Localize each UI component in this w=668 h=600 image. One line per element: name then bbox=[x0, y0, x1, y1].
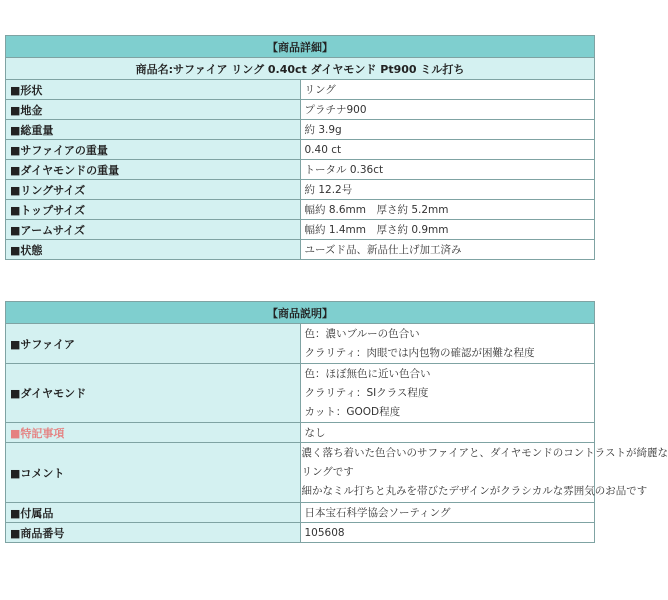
product-name: 商品名:サファイア リング 0.40ct ダイヤモンド Pt900 ミル打ち bbox=[6, 58, 595, 80]
arm-size-value: 幅約 1.4mm 厚さ約 0.9mm bbox=[300, 220, 595, 240]
diamond-weight-label: ■ダイヤモンドの重量 bbox=[6, 160, 301, 180]
diamond-weight-value: トータル 0.36ct bbox=[300, 160, 595, 180]
total-weight-value: 約 3.9g bbox=[300, 120, 595, 140]
ring-size-value: 約 12.2号 bbox=[300, 180, 595, 200]
product-number-label: ■商品番号 bbox=[6, 523, 301, 543]
metal-value: プラチナ900 bbox=[300, 100, 595, 120]
special-notes-label: ■特記事項 bbox=[6, 423, 301, 443]
accessory-label: ■付属品 bbox=[6, 503, 301, 523]
sapphire-weight-label: ■サファイアの重量 bbox=[6, 140, 301, 160]
shape-label: ■形状 bbox=[6, 80, 301, 100]
sapphire-label: ■サファイア bbox=[6, 324, 301, 364]
product-details-table bbox=[5, 35, 595, 260]
diamond-clarity: クラリティ：SIクラス程度 bbox=[304, 386, 429, 399]
sapphire-weight-value: 0.40 ct bbox=[300, 140, 595, 160]
comment-text bbox=[300, 443, 668, 503]
sapphire-description bbox=[300, 324, 595, 364]
ring-size-label: ■リングサイズ bbox=[6, 180, 301, 200]
condition-label: ■状態 bbox=[6, 240, 301, 260]
top-size-value: 幅約 8.6mm 厚さ約 5.2mm bbox=[300, 200, 595, 220]
diamond-label: ■ダイヤモンド bbox=[6, 364, 301, 423]
sapphire-clarity: クラリティ：肉眼では内包物の確認が困難な程度 bbox=[304, 346, 535, 359]
comment-label: ■コメント bbox=[6, 443, 301, 503]
description-header: 【商品説明】 bbox=[6, 302, 595, 324]
comment-line-3: 細かなミル打ちと丸みを帯びたデザインがクラシカルな雰囲気のお品です bbox=[301, 485, 648, 497]
accessory-value: 日本宝石科学協会ソーティング bbox=[300, 503, 595, 523]
comment-line-1: 濃く落ち着いた色合いのサファイアと、ダイヤモンドのコントラストが綺麗な bbox=[301, 447, 668, 459]
condition-value: ユーズド品、新品仕上げ加工済み bbox=[300, 240, 595, 260]
metal-label: ■地金 bbox=[6, 100, 301, 120]
comment-line-2: リングです bbox=[301, 466, 354, 478]
total-weight-label: ■総重量 bbox=[6, 120, 301, 140]
shape-value: リング bbox=[300, 80, 595, 100]
product-description-table bbox=[5, 301, 668, 543]
diamond-cut: カット：GOOD程度 bbox=[304, 405, 401, 418]
diamond-description bbox=[300, 364, 595, 423]
arm-size-label: ■アームサイズ bbox=[6, 220, 301, 240]
sapphire-color: 色：濃いブルーの色合い bbox=[304, 327, 420, 340]
diamond-color: 色：ほぼ無色に近い色合い bbox=[304, 367, 431, 380]
details-header: 【商品詳細】 bbox=[6, 36, 595, 58]
special-notes-value: なし bbox=[300, 423, 595, 443]
top-size-label: ■トップサイズ bbox=[6, 200, 301, 220]
product-number-value: 105608 bbox=[300, 523, 595, 543]
